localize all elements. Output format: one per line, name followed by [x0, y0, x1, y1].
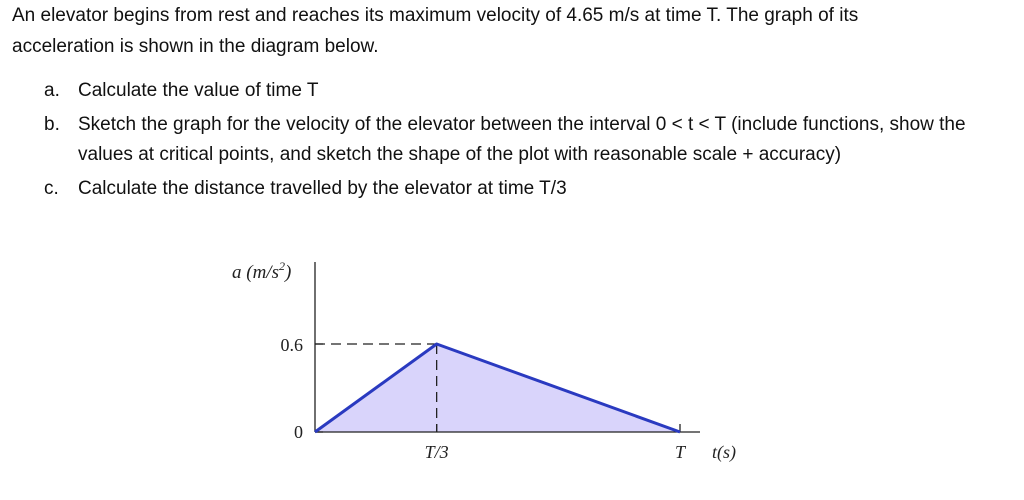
acceleration-area [315, 344, 680, 432]
x-axis-label: t(s) [712, 442, 736, 462]
part-c-marker: c. [44, 178, 59, 199]
intro-line-2: acceleration is shown in the diagram below. [12, 36, 379, 57]
question-part-b [0, 110, 1024, 170]
question-part-a [0, 76, 1024, 106]
intro-line-1: An elevator begins from rest and reaches its maximum velocity of 4.65 m/s at time T. The graph of its [12, 5, 859, 26]
x-tick-label-end: T [674, 442, 686, 462]
question-parts [0, 76, 1024, 208]
part-a-marker: a. [44, 80, 60, 101]
y-tick-label-peak: 0.6 [280, 335, 303, 355]
y-tick-label-zero: 0 [294, 422, 303, 442]
part-b-marker: b. [44, 114, 60, 135]
acceleration-series-line [315, 344, 680, 432]
y-axis-label: a $(m/s^2)$ [232, 259, 292, 283]
question-part-c [0, 174, 1024, 204]
problem-intro [12, 0, 1012, 62]
part-c-text: Calculate the distance travelled by the elevator at time T/3 [78, 178, 567, 199]
x-tick-label-third: T/3 [424, 442, 449, 462]
part-a-text: Calculate the value of time T [78, 80, 319, 101]
part-b-text: Sketch the graph for the velocity of the elevator between the interval 0 < t < T (include functions, show the values at critical points, and sketch the shape of the plot with reasonable scale + accuracy) [78, 114, 966, 165]
